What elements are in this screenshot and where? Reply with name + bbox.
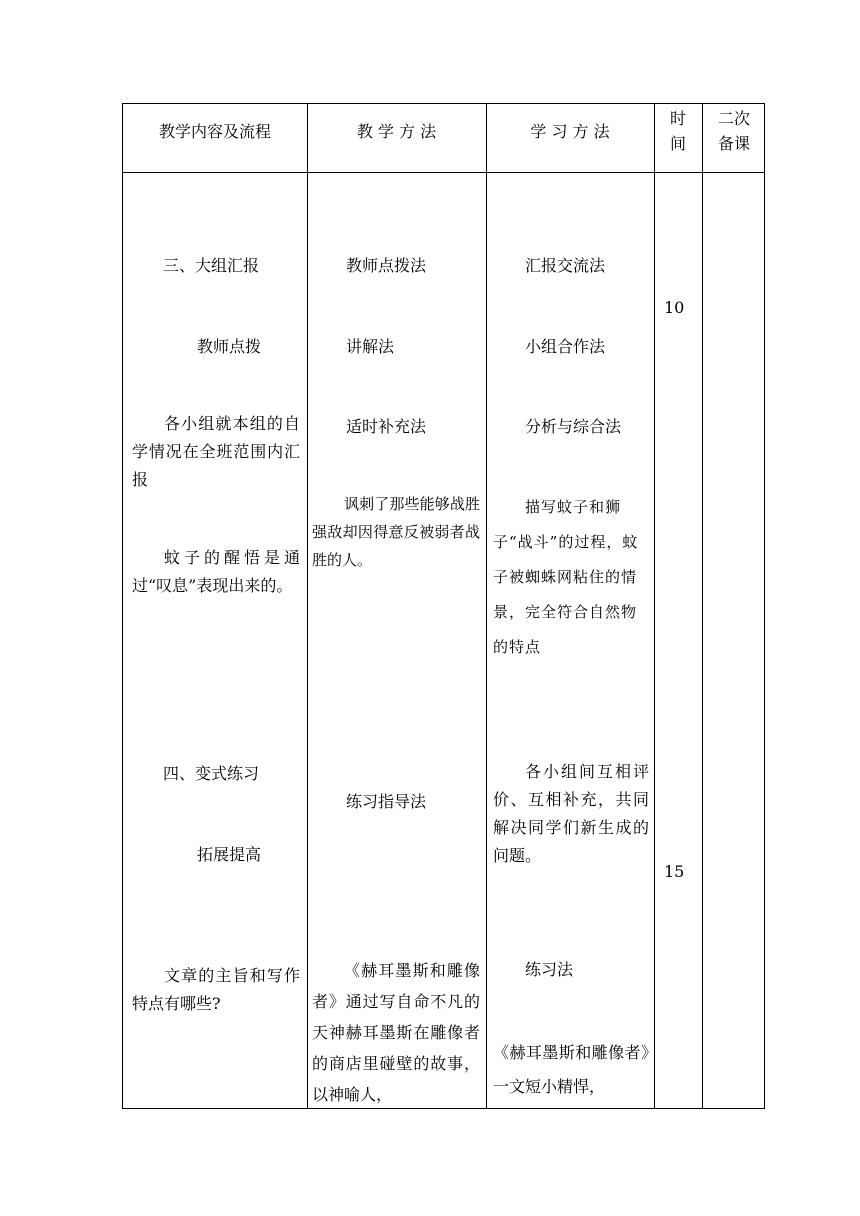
teaching-method-3: 适时补充法 — [346, 417, 427, 436]
group-report-text: 各小组就本组的自学情况在全班范围内汇报 — [132, 414, 300, 489]
learning-method-1: 汇报交流法 — [525, 256, 606, 275]
teacher-guidance-label: 教师点拨 — [197, 337, 262, 356]
column-divider — [486, 104, 487, 1108]
theme-question-text: 文章的主旨和写作特点有哪些? — [132, 966, 300, 1013]
section-three-title: 三、大组汇报 — [163, 256, 260, 275]
header-second-prep: 二次 备课 — [717, 109, 750, 153]
header-learning-method: 学 习 方 法 — [530, 122, 610, 141]
hermes-story-text: 《赫耳墨斯和雕像者》通过写自命不凡的天神赫耳墨斯在雕像者的商店里碰壁的故事，以神喻人， — [312, 961, 480, 1104]
time-value-10: 10 — [664, 298, 685, 317]
time-value-15: 15 — [664, 862, 685, 881]
group-evaluation-text: 各小组间互相评价、互相补充，共同解决同学们新生成的问题。 — [493, 762, 649, 865]
column-divider — [702, 104, 703, 1108]
mosquito-awakening-text: 蚊子的醒悟是通过“叹息”表现出来的。 — [132, 548, 300, 595]
section-four-title: 四、变式练习 — [163, 764, 260, 783]
hermes-summary-text: 《赫耳墨斯和雕像者》一文短小精悍， — [493, 1043, 649, 1096]
column-divider — [307, 104, 308, 1108]
teaching-method-2: 讲解法 — [346, 337, 395, 356]
lesson-plan-table — [122, 103, 765, 1109]
teaching-method-1: 教师点拨法 — [346, 256, 427, 275]
header-teaching-method: 教 学 方 法 — [356, 122, 437, 141]
learning-method-2: 小组合作法 — [525, 337, 606, 356]
column-divider — [654, 104, 655, 1108]
header-time: 时 间 — [669, 109, 686, 153]
satire-text: 讽刺了那些能够战胜强敌却因得意反被弱者战胜的人。 — [312, 495, 480, 569]
header-content-flow: 教学内容及流程 — [158, 122, 271, 141]
header-divider — [123, 172, 764, 173]
learning-method-4: 练习法 — [525, 960, 574, 979]
mosquito-lion-text: 描写蚊子和狮子“战斗”的过程，蚊子被蜘蛛网粘住的情景，完全符合自然物的特点 — [493, 498, 639, 656]
learning-method-3: 分析与综合法 — [525, 417, 622, 436]
extension-label: 拓展提高 — [197, 845, 262, 864]
teaching-method-4: 练习指导法 — [346, 792, 427, 811]
